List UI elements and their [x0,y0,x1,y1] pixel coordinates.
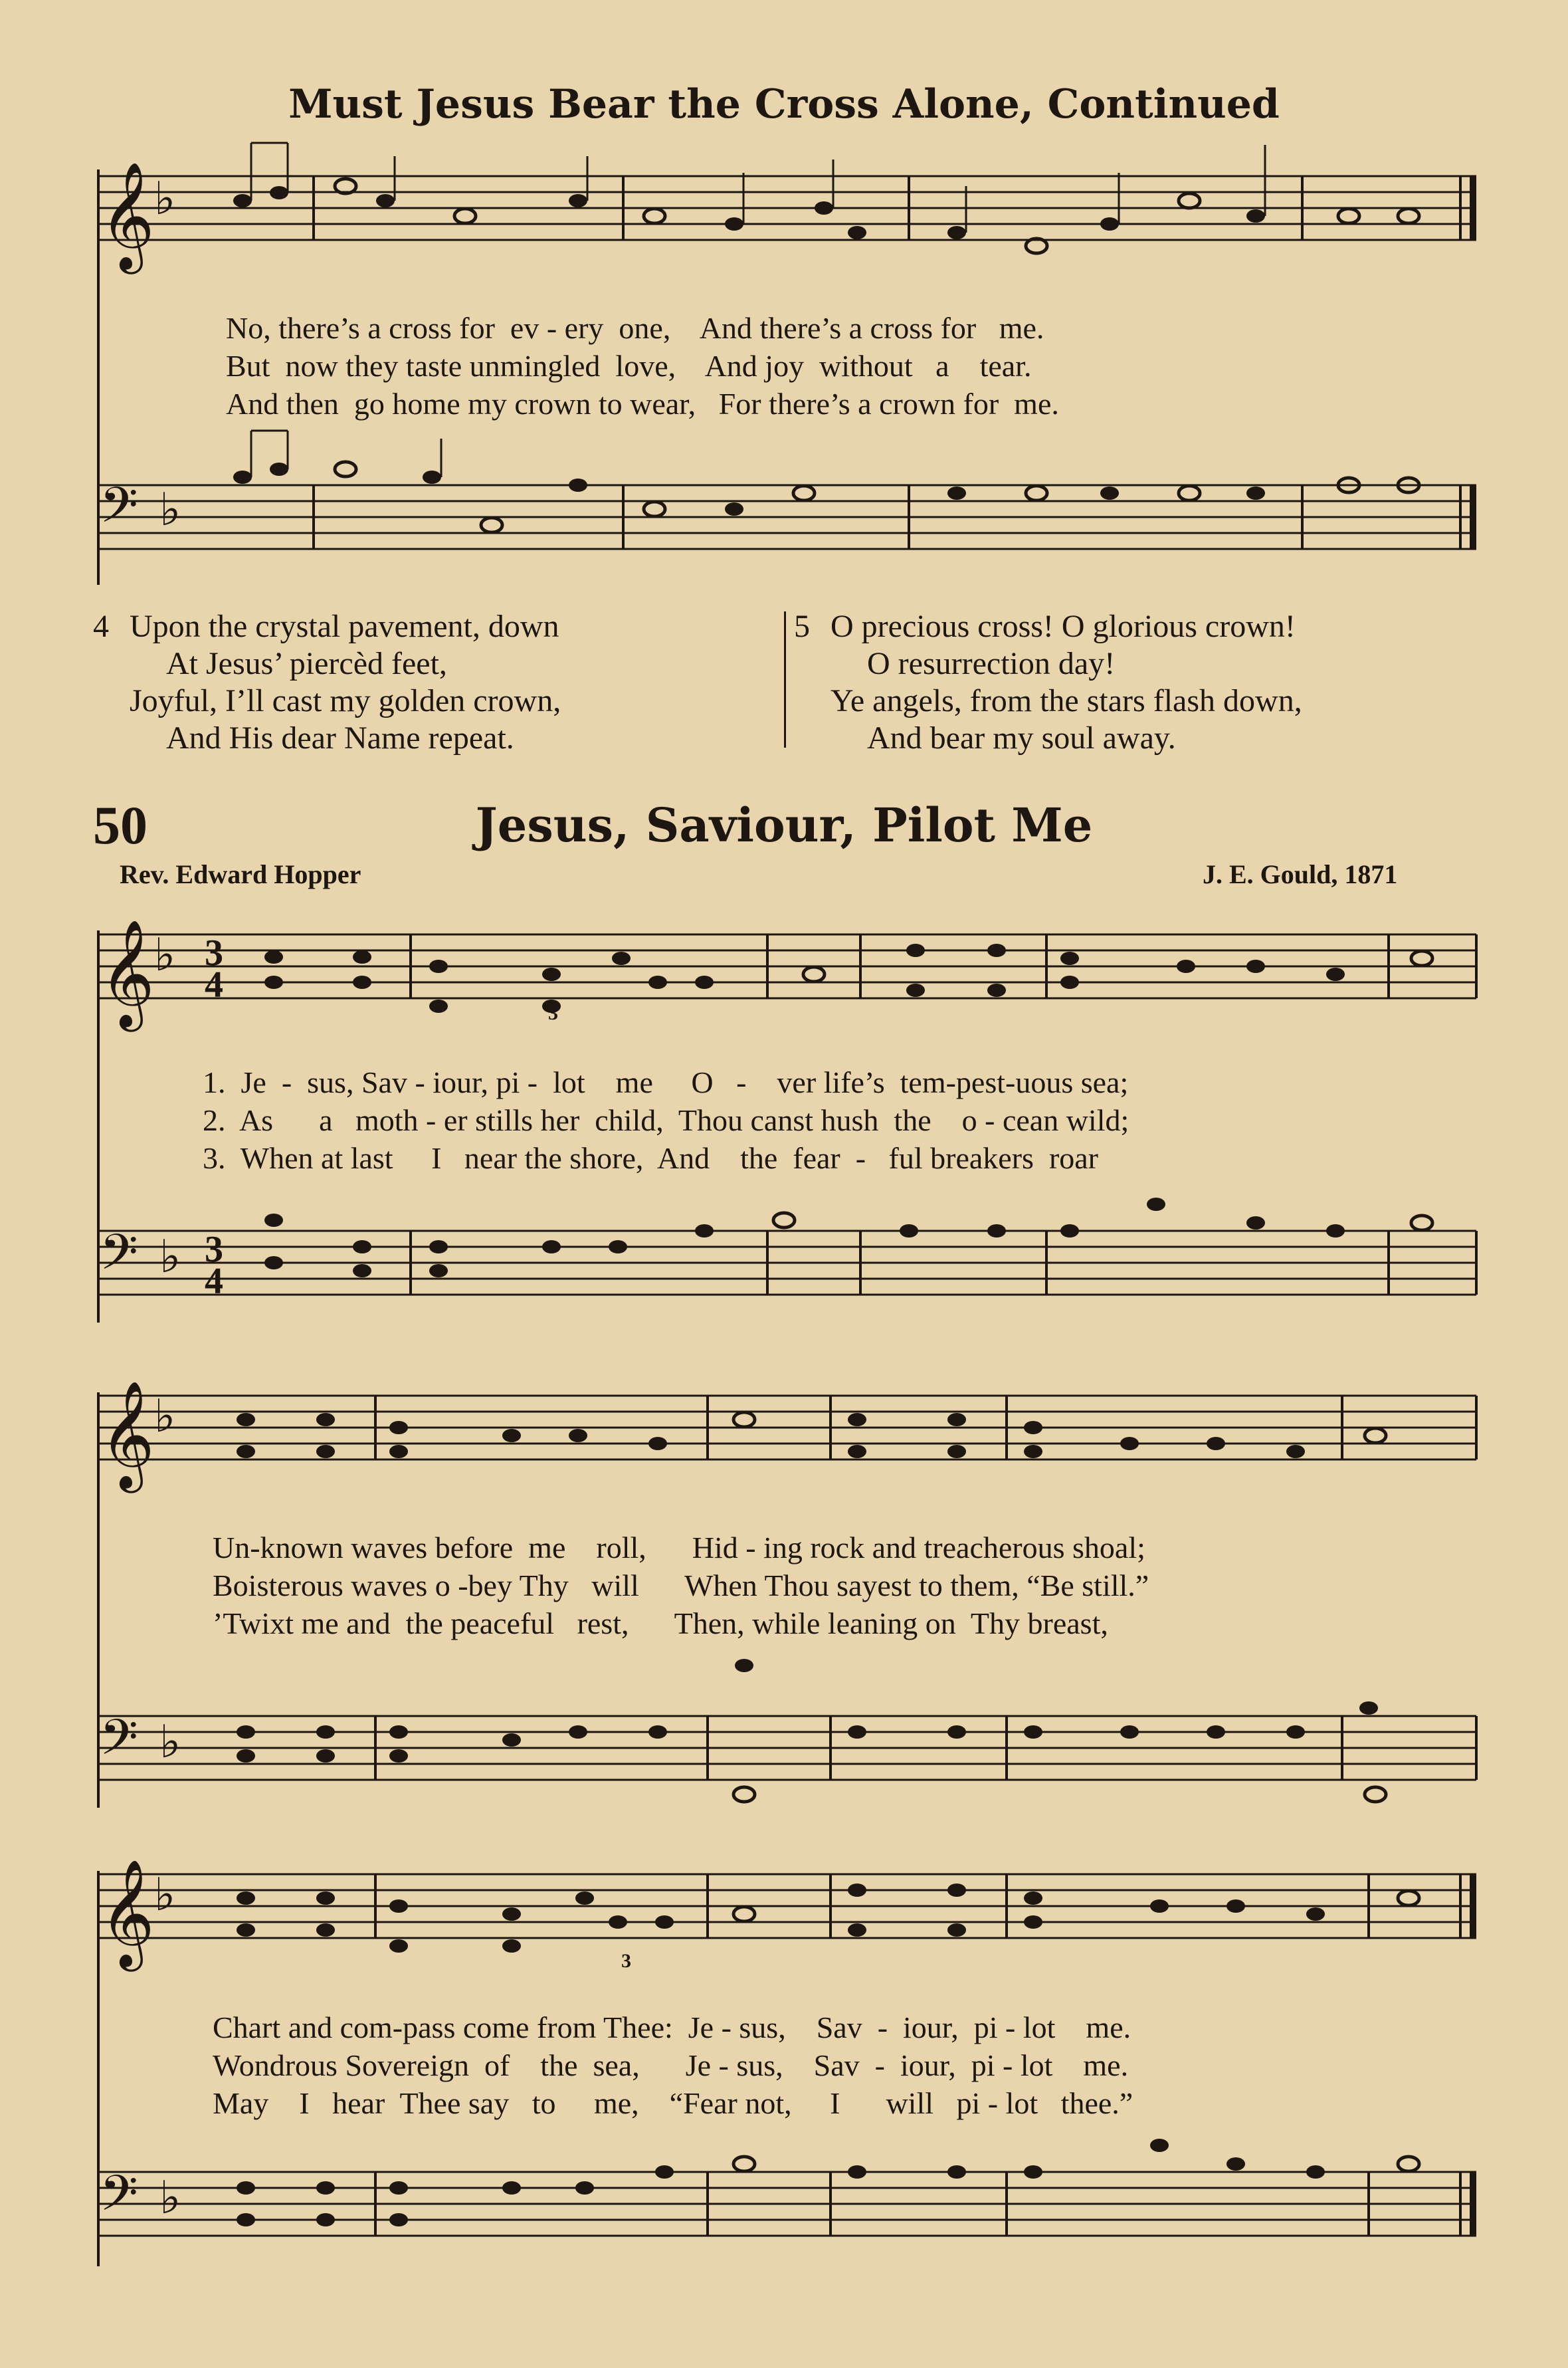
verse-4-line-2: At Jesus’ piercèd feet, [166,646,447,681]
system-3-lyric-line-3: May I hear Thee say to me, “Fear not, I will pi - lot thee.” [213,2086,1133,2120]
treble-clef-icon: 𝄞 [100,1380,155,1489]
verse-5-line-1: O precious cross! O glorious crown! [831,609,1296,644]
system-2-lyric-line-1: Un-known waves before me roll, Hid - ing rock and treacherous shoal; [213,1531,1145,1564]
treble-clef-icon: 𝄞 [100,919,155,1027]
hymn-composer: J. E. Gould, 1871 [1203,859,1398,889]
system-1-lyric-line-3: 3. When at last I near the shore, And the fear - ful breakers roar [203,1141,1098,1175]
system-1-lyric-line-1: 1. Je - sus, Sav - iour, pi - lot me O - ver life’s tem-pest-uous sea; [203,1065,1129,1099]
bass-clef-icon: 𝄢 [100,477,138,546]
hymn-author: Rev. Edward Hopper [120,859,361,889]
treble-clef-icon: 𝄞 [100,161,155,270]
verse-5-line-3: Ye angels, from the stars flash down, [831,683,1302,718]
triplet-mark: 3 [548,1002,558,1024]
continued-hymn-title: Must Jesus Bear the Cross Alone, Continued [288,81,1280,128]
flat-icon: ♭ [154,1869,176,1921]
bass-clef-icon: 𝄢 [100,1224,138,1293]
verse-4-line-3: Joyful, I’ll cast my golden crown, [130,683,561,718]
verse-5-number: 5 [794,609,810,644]
svg-text:4: 4 [205,964,223,1006]
continued-lyric-line-3: And then go home my crown to wear, For there’s a crown for me. [226,387,1059,421]
verse-4-line-1: Upon the crystal pavement, down [130,609,559,644]
continued-lyric-line-1: No, there’s a cross for ev - ery one, And there’s a cross for me. [226,311,1044,345]
system-3-lyric-line-2: Wondrous Sovereign of the sea, Je - sus, Sav - iour, pi - lot me. [213,2048,1129,2082]
verse-4-number: 4 [93,609,109,644]
bass-clef-icon: 𝄢 [100,1709,138,1778]
system-2-lyric-line-3: ’Twixt me and the peaceful rest, Then, while leaning on Thy breast, [213,1606,1108,1640]
flat-icon: ♭ [154,173,176,225]
hymn-number: 50 [93,795,147,855]
system-2-lyric-line-2: Boisterous waves o -bey Thy will When Thou sayest to them, “Be still.” [213,1568,1149,1602]
triplet-mark: 3 [621,1950,631,1972]
flat-icon: ♭ [159,2172,181,2224]
system-3-lyric-line-1: Chart and com-pass come from Thee: Je - sus, Sav - iour, pi - lot me. [213,2010,1131,2044]
flat-icon: ♭ [159,484,181,536]
svg-text:3: 3 [205,1229,223,1270]
flat-icon: ♭ [159,1716,181,1769]
flat-icon: ♭ [159,1231,181,1283]
flat-icon: ♭ [154,1390,176,1443]
bass-clef-icon: 𝄢 [100,2165,138,2234]
verse-5-line-4: And bear my soul away. [867,720,1176,756]
continued-lyric-line-2: But now they taste unmingled love, And joy without a tear. [226,349,1032,383]
treble-clef-icon: 𝄞 [100,1859,155,1967]
flat-icon: ♭ [154,929,176,982]
verse-5-line-2: O resurrection day! [867,646,1116,681]
verse-4-line-4: And His dear Name repeat. [166,720,514,756]
hymn-title: Jesus, Saviour, Pilot Me [475,798,1093,853]
system-1-lyric-line-2: 2. As a moth - er stills her child, Thou canst hush the o - cean wild; [203,1103,1129,1137]
svg-text:3: 3 [205,932,223,974]
svg-text:4: 4 [205,1261,223,1302]
